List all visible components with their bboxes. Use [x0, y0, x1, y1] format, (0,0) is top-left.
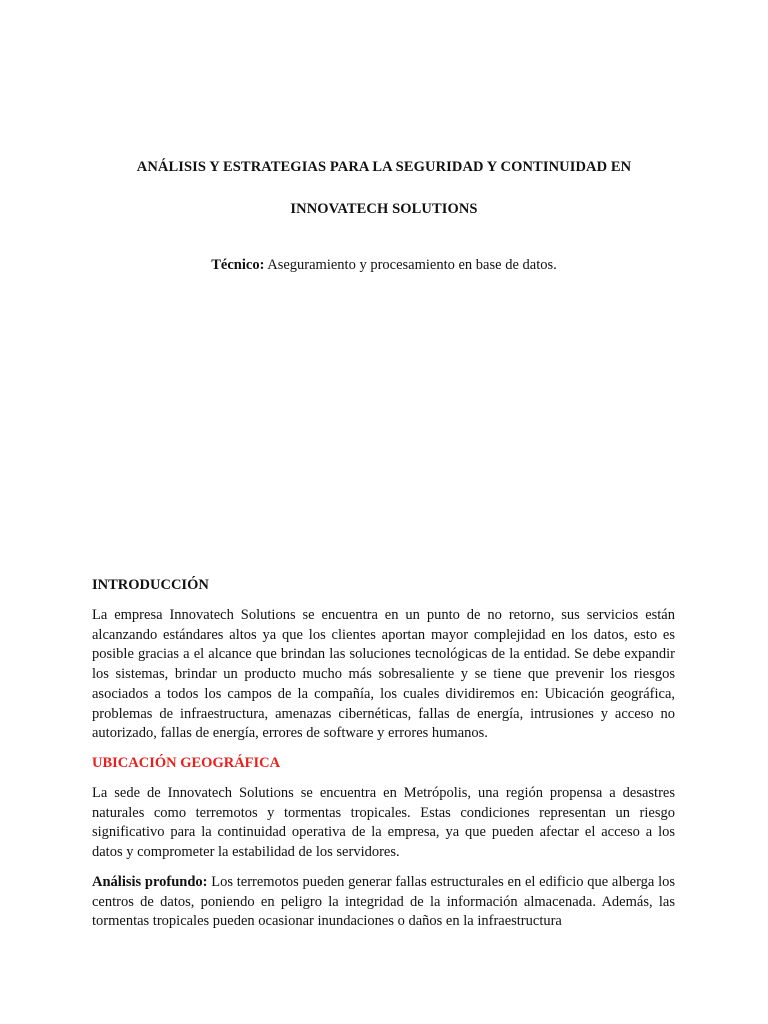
document-title-line-1: ANÁLISIS Y ESTRATEGIAS PARA LA SEGURIDAD Y CONTINUIDAD EN	[136, 159, 632, 175]
heading-introduccion: INTRODUCCIÓN	[92, 577, 209, 593]
analisis-text: Los terremotos pueden generar fallas estructurales en el edificio que alberga los centros de datos, poniendo en peligro la integridad de la información almacenada. Además, las tormentas tropicales pueden ocasionar inundaciones o daños en la infraestructura	[92, 874, 675, 930]
paragraph-ubicacion: La sede de Innovatech Solutions se encuentra en Metrópolis, una región propensa a desastres naturales como terremotos y tormentas tropicales. Estas condiciones representan un riesgo significativo para la continuidad operativa de la empresa, ya que pueden afectar el acceso a los datos y comprometer la estabilidad de los servidores.	[92, 785, 675, 861]
document-title-line-2: INNOVATECH SOLUTIONS	[290, 201, 478, 217]
analisis-label: Análisis profundo:	[92, 874, 208, 890]
paragraph-analisis-profundo	[92, 873, 675, 932]
document-subtitle	[0, 257, 768, 274]
subtitle-label: Técnico:	[211, 257, 265, 273]
paragraph-introduccion: La empresa Innovatech Solutions se encuentra en un punto de no retorno, sus servicios están alcanzando estándares altos ya que los clientes aportan mayor complejidad en los datos, esto es posible gracias a el alcance que brindan las soluciones tecnológicas de la entidad. Se debe expandir los sistemas, brindar un producto mucho más sobresaliente y se tiene que prevenir los riesgos asociados a todos los campos de la compañía, los cuales dividiremos en: Ubicación geográfica, problemas de infraestructura, amenazas cibernéticas, fallas de energía, intrusiones y acceso no autorizado, fallas de energía, errores de software y errores humanos.	[92, 607, 675, 742]
heading-ubicacion-geografica: UBICACIÓN GEOGRÁFICA	[92, 755, 281, 771]
subtitle-text: Aseguramiento y procesamiento en base de datos.	[264, 257, 557, 273]
